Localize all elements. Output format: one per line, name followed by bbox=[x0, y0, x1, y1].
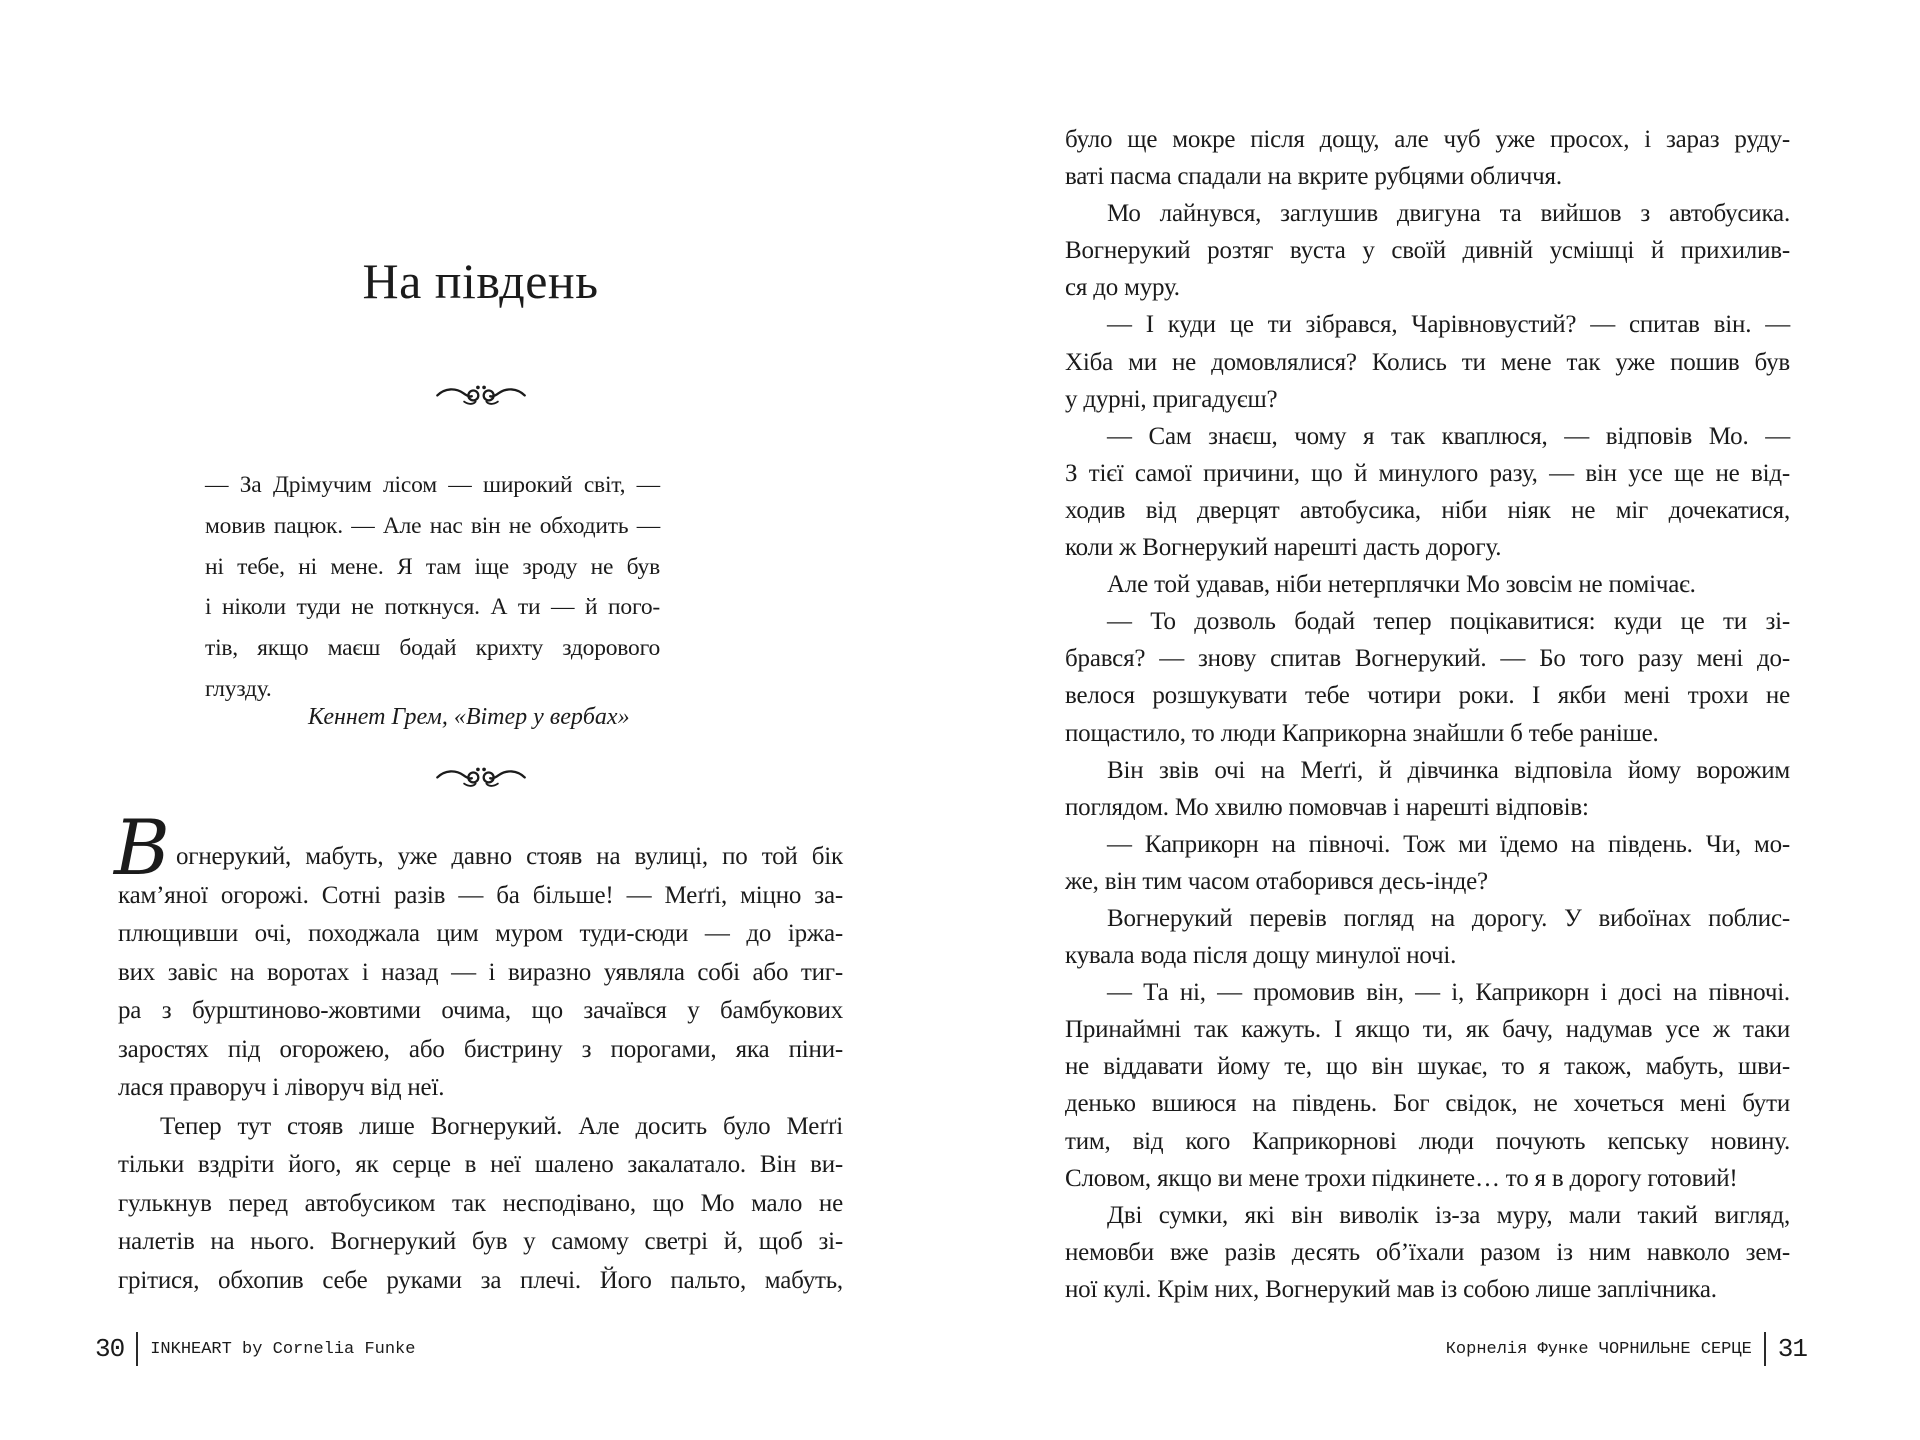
body-line: — Та ні, — промовив він, — і, Каприкорн і досі на півночі. bbox=[1107, 979, 1790, 1007]
body-line: гулькнув перед автобусиком так несподівано, що Мо мало не bbox=[118, 1189, 843, 1217]
running-title: INKHEART by Cornelia Funke bbox=[150, 1339, 416, 1359]
body-line: Дві сумки, які він виволік із-за муру, мали такий вигляд, bbox=[1107, 1201, 1790, 1229]
body-line: — Каприкорн на півночі. Тож ми їдемо на південь. Чи, мо- bbox=[1107, 830, 1790, 858]
body-line: Словом, якщо ви мене трохи підкинете… то я в дорогу готовий! bbox=[1065, 1164, 1738, 1192]
body-line: у дурні, пригадуєш? bbox=[1065, 385, 1278, 413]
swirl-flourish-icon bbox=[118, 382, 843, 417]
body-line: — І куди це ти зібрався, Чарівновустий? — спитав він. — bbox=[1107, 311, 1790, 339]
epigraph-attribution: Кеннет Грем, «Вітер у вербах» bbox=[308, 704, 630, 730]
chapter-title: На південь bbox=[362, 253, 599, 309]
body-line: кувала вода після дощу минулої ночі. bbox=[1065, 942, 1457, 970]
body-line: налетів на нього. Вогнерукий був у самому светрі й, щоб зі- bbox=[118, 1228, 843, 1255]
body-line: Принаймні так кажуть. І якщо ти, як бачу, надумав усе ж таки bbox=[1065, 1016, 1790, 1044]
running-title: Корнелія Функе ЧОРНИЛЬНЕ СЕРЦЕ bbox=[1445, 1339, 1752, 1359]
body-line: і ніколи туди не поткнуся. А ти — й пого- bbox=[205, 594, 660, 621]
body-line: пощастило, то люди Каприкорна знайшли б тебе раніше. bbox=[1065, 719, 1659, 747]
body-line: лася праворуч і ліворуч від неї. bbox=[118, 1074, 445, 1101]
footer-divider bbox=[1764, 1332, 1766, 1366]
body-line: велося розшукувати тебе чотири роки. І якби мені трохи не bbox=[1065, 682, 1790, 710]
right-page-footer bbox=[1446, 1332, 1807, 1366]
body-line: ся до муру. bbox=[1065, 274, 1180, 302]
right-page-body bbox=[1065, 121, 1790, 1308]
body-line: вих завіс на воротах і назад — і виразно уявляла собі або тиг- bbox=[118, 958, 843, 986]
body-line: тів, якщо маєш бодай крихту здорового bbox=[205, 635, 660, 662]
body-line: ра з бурштиново-жовтими очима, що зачаївся у бамбукових bbox=[118, 997, 843, 1024]
body-line: ходив від дверцят автобусика, ніби ніяк не міг дочекатися, bbox=[1065, 496, 1790, 524]
body-line: брався? — знову спитав Вогнерукий. — Бо того разу мені до- bbox=[1065, 645, 1790, 673]
left-page-footer bbox=[95, 1332, 415, 1366]
footer-divider bbox=[136, 1332, 138, 1366]
body-line: Хіба ми не домовлялися? Колись ти мене так уже пошив був bbox=[1065, 348, 1790, 376]
body-line: плющивши очі, походжала цим муром туди-сюди — до іржа- bbox=[118, 920, 843, 947]
left-page-body bbox=[118, 838, 843, 1300]
body-line: грітися, обхопив себе руками за плечі. Його пальто, мабуть, bbox=[118, 1266, 843, 1294]
body-line: кам’яної огорожі. Сотні разів — ба більше! — Меґґі, міцно за- bbox=[118, 881, 843, 909]
body-line: ваті пасма спадали на вкрите рубцями обличчя. bbox=[1065, 163, 1562, 191]
body-line: не віддавати йому те, що він шукає, то я також, мабуть, шви- bbox=[1065, 1053, 1790, 1081]
body-line: мовив пацюк. — Але нас він не обходить — bbox=[205, 512, 660, 539]
body-line: — То дозволь бодай тепер поцікавитися: куди це ти зі- bbox=[1107, 608, 1790, 636]
body-line: огнерукий, мабуть, уже давно стояв на вулиці, по той бік bbox=[176, 843, 843, 870]
page-number: 31 bbox=[1777, 1334, 1807, 1364]
body-line: коли ж Вогнерукий нарешті дасть дорогу. bbox=[1065, 534, 1502, 562]
body-line: Вогнерукий перевів погляд на дорогу. У вибоїнах поблис- bbox=[1107, 904, 1790, 932]
body-line: заростях під огорожею, або бистрину з порогами, яка піни- bbox=[118, 1035, 843, 1063]
body-line: — За Дрімучим лісом — широкий світ, — bbox=[205, 472, 660, 498]
body-line: Але той удавав, ніби нетерплячки Мо зовсім не помічає. bbox=[1107, 571, 1696, 599]
body-line: Мо лайнувся, заглушив двигуна та вийшов з автобусика. bbox=[1107, 200, 1790, 228]
swirl-flourish-icon bbox=[118, 764, 843, 799]
body-line: тільки вздріти його, як серце в неї шалено закалатало. Він ви- bbox=[118, 1151, 843, 1178]
body-line: було ще мокре після дощу, але чуб уже просох, і зараз руду- bbox=[1065, 126, 1790, 153]
body-line: немовби вже разів десять об’їхали разом із ним навколо зем- bbox=[1065, 1238, 1790, 1266]
body-line: ні тебе, ні мене. Я там іще зроду не був bbox=[205, 553, 660, 580]
body-line: Він звів очі на Меґґі, й дівчинка відповіла йому ворожим bbox=[1107, 756, 1790, 784]
body-line: глузду. bbox=[205, 675, 272, 702]
drop-cap-initial: В bbox=[114, 803, 170, 892]
epigraph-quote bbox=[205, 465, 660, 710]
body-line: ної кулі. Крім них, Вогнерукий мав із собою лише заплічника. bbox=[1065, 1275, 1717, 1303]
body-line: Тепер тут стояв лише Вогнерукий. Але досить було Меґґі bbox=[160, 1112, 843, 1140]
page-number: 30 bbox=[95, 1334, 125, 1364]
body-line: тим, від кого Каприкорнові люди почують кепську новину. bbox=[1065, 1127, 1790, 1155]
body-line: денько вшиюся на південь. Бог свідок, не хочеться мені бути bbox=[1065, 1090, 1790, 1118]
body-line: З тієї самої причини, що й минулого разу, — він усе ще не від- bbox=[1065, 459, 1790, 487]
body-line: поглядом. Мо хвилю помовчав і нарешті відповів: bbox=[1065, 793, 1589, 821]
body-line: — Сам знаєш, чому я так кваплюся, — відповів Мо. — bbox=[1107, 422, 1790, 450]
body-line: же, він тим часом отаборився десь-інде? bbox=[1065, 867, 1488, 895]
body-line: Вогнерукий розтяг вуста у своїй дивній усмішці й прихилив- bbox=[1065, 237, 1790, 265]
